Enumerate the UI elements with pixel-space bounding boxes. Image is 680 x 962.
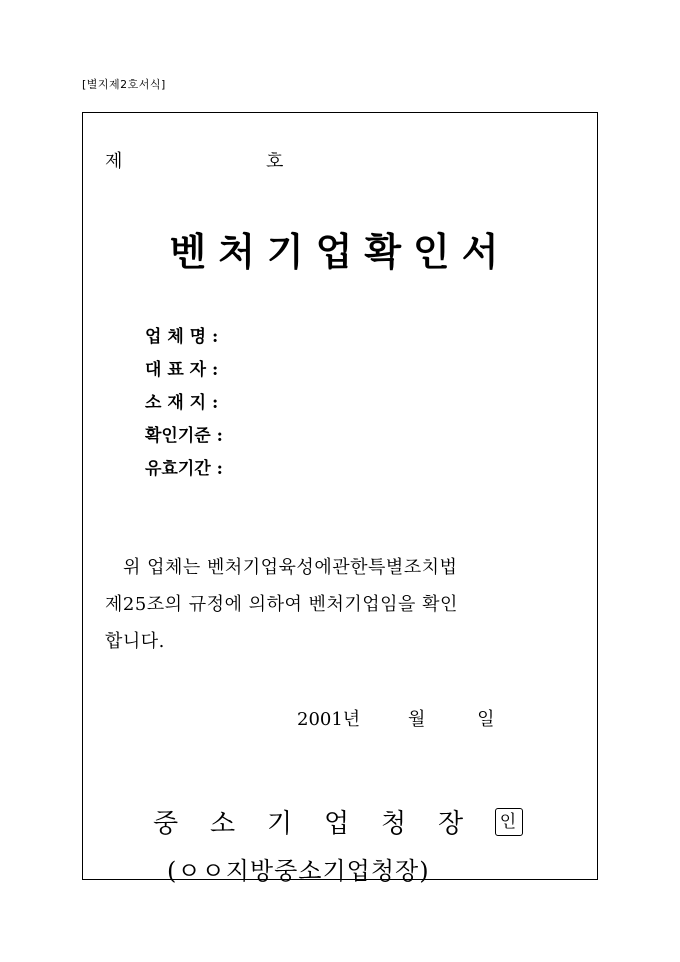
certificate-body [105,549,565,660]
issue-date [297,705,494,731]
body-line: 제25조의 규정에 의하여 벤처기업임을 확인 [105,594,458,615]
body-line: 위 업체는 벤처기업육성에관한특별조치법 [123,557,458,578]
field-label: 업 체 명 : [145,327,219,347]
field-criteria [145,420,237,453]
field-company-name [145,321,237,354]
certificate-number-suffix: 호 [266,151,284,172]
form-number-label: [별지제2호서식] [82,78,166,91]
field-label: 유효기간 : [145,459,223,479]
date-day: 일 [477,709,495,730]
field-label: 소 재 지 : [145,393,219,413]
certificate-frame [82,112,598,885]
date-year: 2001년 [297,709,361,730]
certificate-number-label: 제 [105,151,123,172]
certificate-title: 벤처기업확인서 [169,229,511,274]
issuer-subtitle: (ㅇㅇ지방중소기업청장) [167,857,430,885]
issuer-name [153,803,523,840]
field-validity [145,453,237,486]
field-label: 대 표 자 : [145,360,219,380]
issuer-char: 소 [210,809,238,839]
seal-mark: 인 [495,808,523,836]
field-label: 확인기준 : [145,426,223,446]
issuer-char: 기 [267,809,295,839]
date-month: 월 [407,709,426,730]
field-representative [145,354,237,387]
certificate-fields [145,321,237,486]
issuer-char: 청 [381,809,409,839]
issuer-char: 장 [438,809,466,839]
issuer-char: 업 [324,809,352,839]
field-address [145,387,237,420]
body-line: 합니다. [105,631,165,652]
issuer-char: 중 [153,809,181,839]
